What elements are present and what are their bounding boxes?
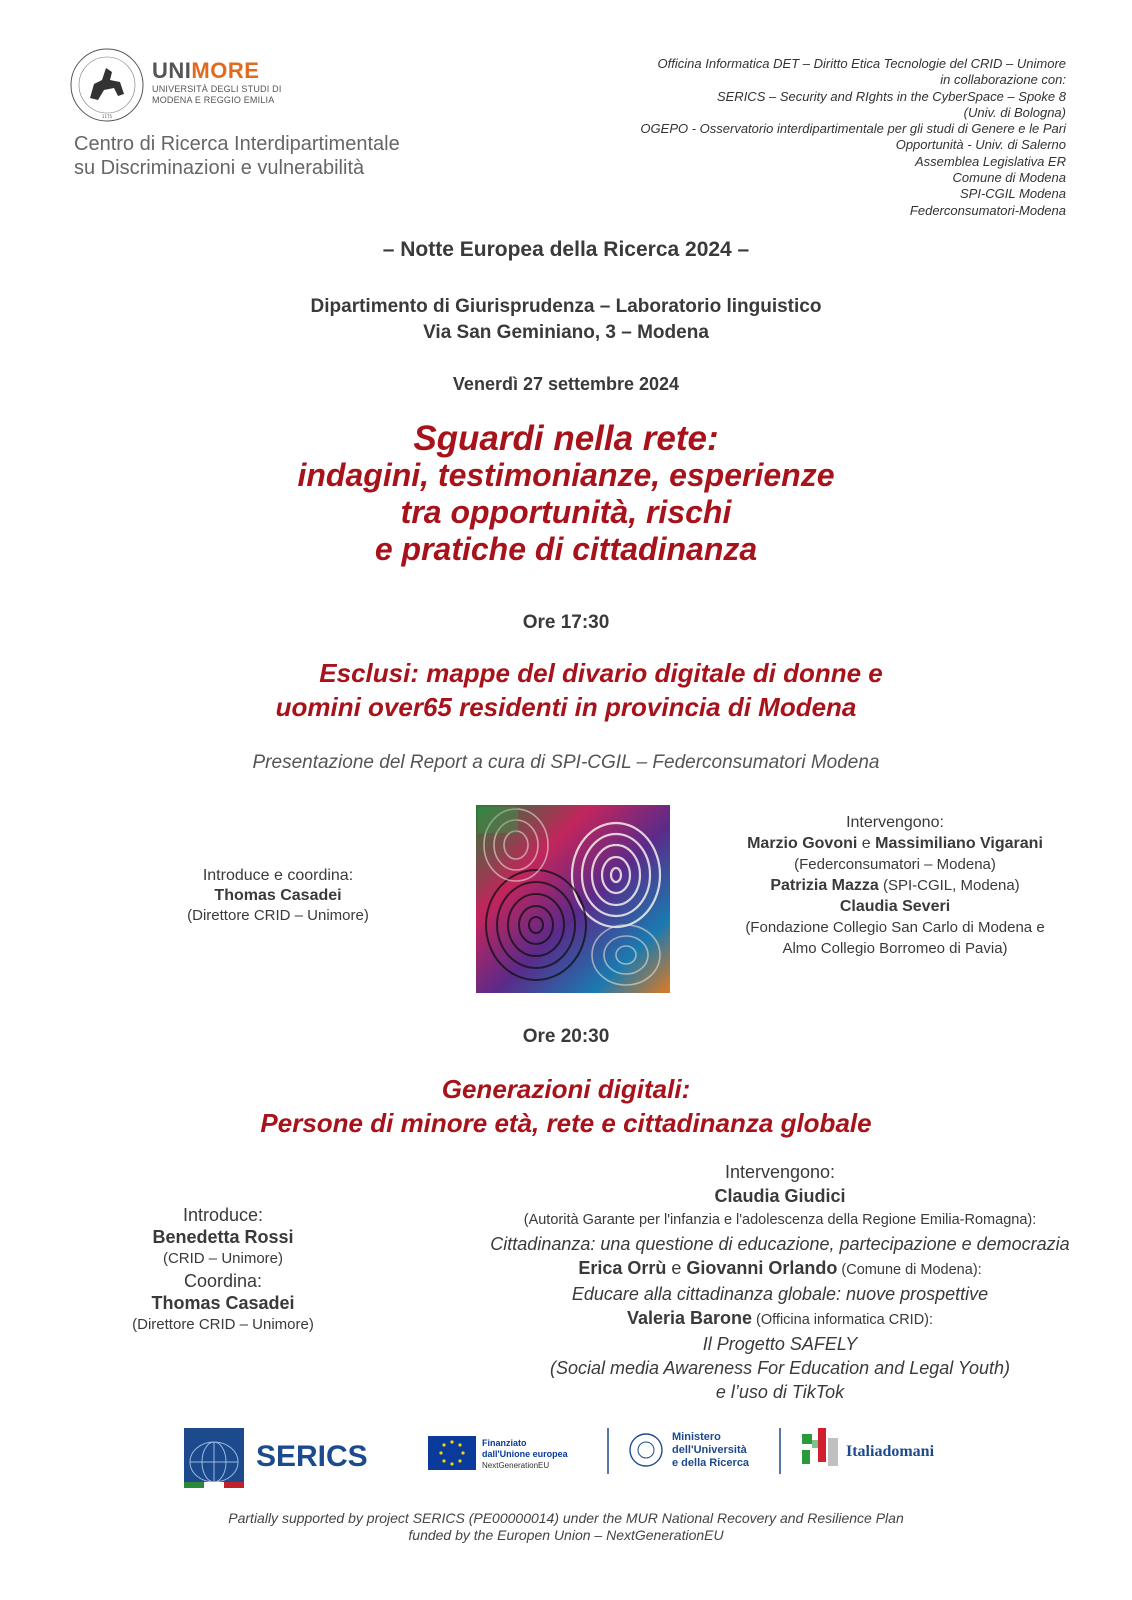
partners-list [586, 56, 1066, 219]
fingerprint-artwork-image [476, 805, 670, 993]
sponsor-logos [184, 1428, 954, 1504]
session1-time: Ore 17:30 [522, 612, 610, 633]
centro-ricerca-name: Centro di Ricerca Interdipartimentale su Discriminazioni e vulnerabilità [74, 133, 400, 179]
event-date: Venerdì 27 settembre 2024 [452, 374, 680, 394]
venue: Dipartimento di Giurisprudenza – Laboratorio linguistico Via San Geminiano, 3 – Modena [310, 296, 822, 343]
event-series-heading: – Notte Europea della Ricerca 2024 – [382, 238, 750, 261]
partner-line: Comune di Modena [952, 170, 1066, 186]
session1-title: Esclusi: mappe del divario digitale di donne e uomini over65 residenti in provincia di Modena [275, 658, 883, 722]
partner-line: in collaborazione con: [940, 72, 1066, 88]
partner-line: Federconsumatori-Modena [909, 202, 1066, 218]
session1-speakers: Intervengono: Marzio Govoni e Massimiliano Vigarani (Federconsumatori – Modena) Patrizia Mazza (SPI-CGIL, Modena) Claudia Severi (Fondazione Collegio San Carlo di Modena e Almo Collegio Borromeo di Pavia) [745, 814, 1045, 957]
svg-text:1175: 1175 [101, 114, 113, 119]
session2-title: Generazioni digitali: Persone di minore età, rete e cittadinanza globale [260, 1074, 872, 1138]
italiadomani-logo [802, 1428, 935, 1466]
partner-line: SPI-CGIL Modena [960, 186, 1066, 202]
partner-line: Officina Informatica DET – Diritto Etica Tecnologie del CRID – Unimore [657, 56, 1066, 71]
mur-logo-line3: e della Ricerca [672, 1457, 750, 1469]
unimore-subtitle: UNIVERSITÀ DEGLI STUDI DI MODENA E REGGIO EMILIA [152, 84, 282, 105]
university-seal-logo [68, 46, 146, 124]
partner-line: SERICS – Security and RIghts in the CyberSpace – Spoke 8 [716, 88, 1066, 104]
partner-line: Opportunità - Univ. di Salerno [895, 137, 1066, 153]
session1-moderator: Introduce e coordina: Thomas Casadei (Direttore CRID – Unimore) [187, 867, 369, 924]
event-title: Sguardi nella rete: indagini, testimonianze, esperienze tra opportunità, rischi e pratiche di cittadinanza [297, 419, 835, 567]
funding-footnote: Partially supported by project SERICS (PE00000014) under the MUR National Recovery and Resilience Plan funded by the Europen Union – NextGenerationEU [228, 1510, 904, 1543]
partner-line: (Univ. di Bologna) [963, 104, 1066, 120]
mur-logo-line1: Ministero [672, 1431, 721, 1443]
unimore-wordmark: UNIMORE [152, 58, 260, 83]
session2-speakers: Intervengono: Claudia Giudici (Autorità Garante per l'infanzia e l'adolescenza della Regione Emilia-Romagna): Cittadinanza: una questione di educazione, partecipazione e democrazia Erica Orrù e Giovanni Orlando (Comune di Modena): Educare alla cittadinanza globale: nuove prospettive Valeria Barone (Officina informatica CRID): Il Progetto SAFELY (Social media Awareness For Education and Legal Youth) e l’uso di TikTok [490, 1162, 1070, 1402]
session2-time: Ore 20:30 [522, 1026, 610, 1047]
session2-moderators: Introduce: Benedetta Rossi (CRID – Unimore) Coordina: Thomas Casadei (Direttore CRID – Unimore) [132, 1205, 314, 1333]
eu-logo-line1: Finanziato [482, 1438, 527, 1448]
mur-logo-line2: dell'Università [672, 1444, 747, 1456]
serics-logo-text: SERICS [256, 1440, 368, 1473]
partner-line: Assemblea Legislativa ER [914, 153, 1066, 169]
italiadomani-logo-text: Italiadomani [846, 1443, 935, 1460]
eu-logo [428, 1436, 569, 1470]
session1-presentation: Presentazione del Report a cura di SPI-CGIL – Federconsumatori Modena [252, 752, 880, 773]
mur-logo [630, 1431, 750, 1469]
serics-logo [184, 1428, 368, 1488]
eu-logo-line2: dall'Unione europea [482, 1449, 568, 1459]
eu-logo-line3: NextGenerationEU [482, 1461, 550, 1470]
partner-line: OGEPO - Osservatorio interdipartimentale per gli studi di Genere e le Pari [640, 121, 1066, 137]
